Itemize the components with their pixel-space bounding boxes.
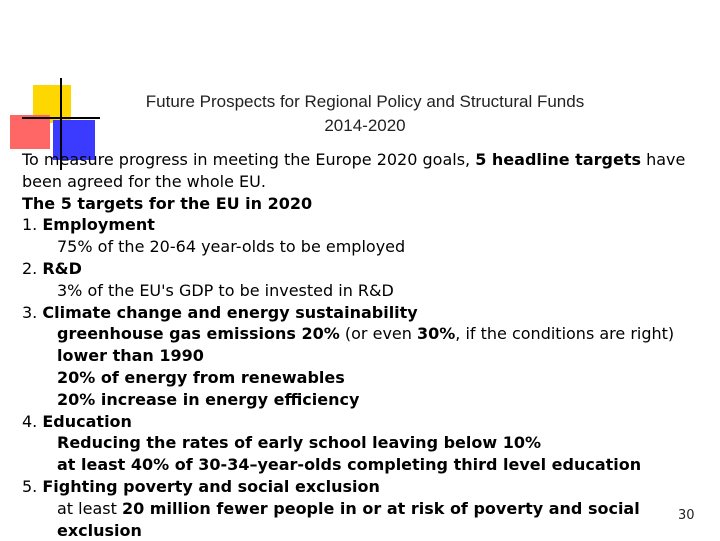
intro-text: To measure progress in meeting the Europe 2020 goals, (22, 150, 476, 169)
climate-emissions-text: (or even (339, 324, 417, 344)
target-employment-detail: 75% of the 20-64 year-olds to be employed (57, 237, 406, 257)
poverty-text: at least (57, 498, 122, 518)
slide-title-line1: Future Prospects for Regional Policy and Structural Funds (145, 92, 585, 111)
page-number: 30 (678, 508, 695, 523)
education-detail-tertiary: at least 40% of 30-34–year-olds completing third level education (57, 455, 642, 475)
target-poverty (22, 476, 692, 498)
target-title: Climate change and energy sustainability (42, 302, 418, 322)
target-title: Education (42, 411, 132, 431)
education-detail-school: Reducing the rates of early school leaving below 10% (57, 433, 542, 453)
target-climate (22, 302, 692, 324)
target-title: Fighting poverty and social exclusion (42, 476, 380, 496)
climate-detail-efficiency: 20% increase in energy efficiency (57, 389, 360, 409)
target-rnd-detail: 3% of the EU's GDP to be invested in R&D (57, 280, 394, 300)
poverty-bold: 20 million fewer people in or at risk of poverty and social (121, 498, 640, 518)
target-rnd (22, 258, 692, 280)
poverty-detail (22, 498, 692, 520)
target-education (22, 411, 692, 433)
decor-red-square (10, 115, 50, 149)
decor-horizontal-line (22, 117, 100, 119)
poverty-detail-end: exclusion (57, 520, 142, 540)
target-number: 2. (22, 258, 43, 278)
climate-detail-baseline: lower than 1990 (57, 346, 204, 366)
target-title: Employment (42, 215, 155, 235)
slide-title-line2: 2014-2020 (324, 116, 406, 135)
slide-body (22, 149, 692, 541)
climate-detail-renewables: 20% of energy from renewables (57, 367, 345, 387)
climate-emissions-bold: greenhouse gas emissions 20% (57, 324, 340, 344)
target-title: R&D (42, 258, 82, 278)
target-employment (22, 214, 692, 236)
targets-heading: The 5 targets for the EU in 2020 (22, 193, 313, 213)
target-number: 1. (22, 215, 43, 235)
intro-paragraph (22, 149, 692, 193)
target-number: 3. (22, 302, 43, 322)
target-number: 4. (22, 411, 43, 431)
climate-emissions-cond: , if the conditions are right) (455, 324, 675, 344)
intro-highlight: 5 headline targets (475, 150, 641, 169)
climate-emissions-30: 30% (416, 324, 456, 344)
climate-detail-emissions (22, 323, 692, 345)
intro-text-end: have been agreed for the whole EU. (22, 150, 686, 191)
target-number: 5. (22, 476, 43, 496)
slide-title (100, 90, 630, 138)
